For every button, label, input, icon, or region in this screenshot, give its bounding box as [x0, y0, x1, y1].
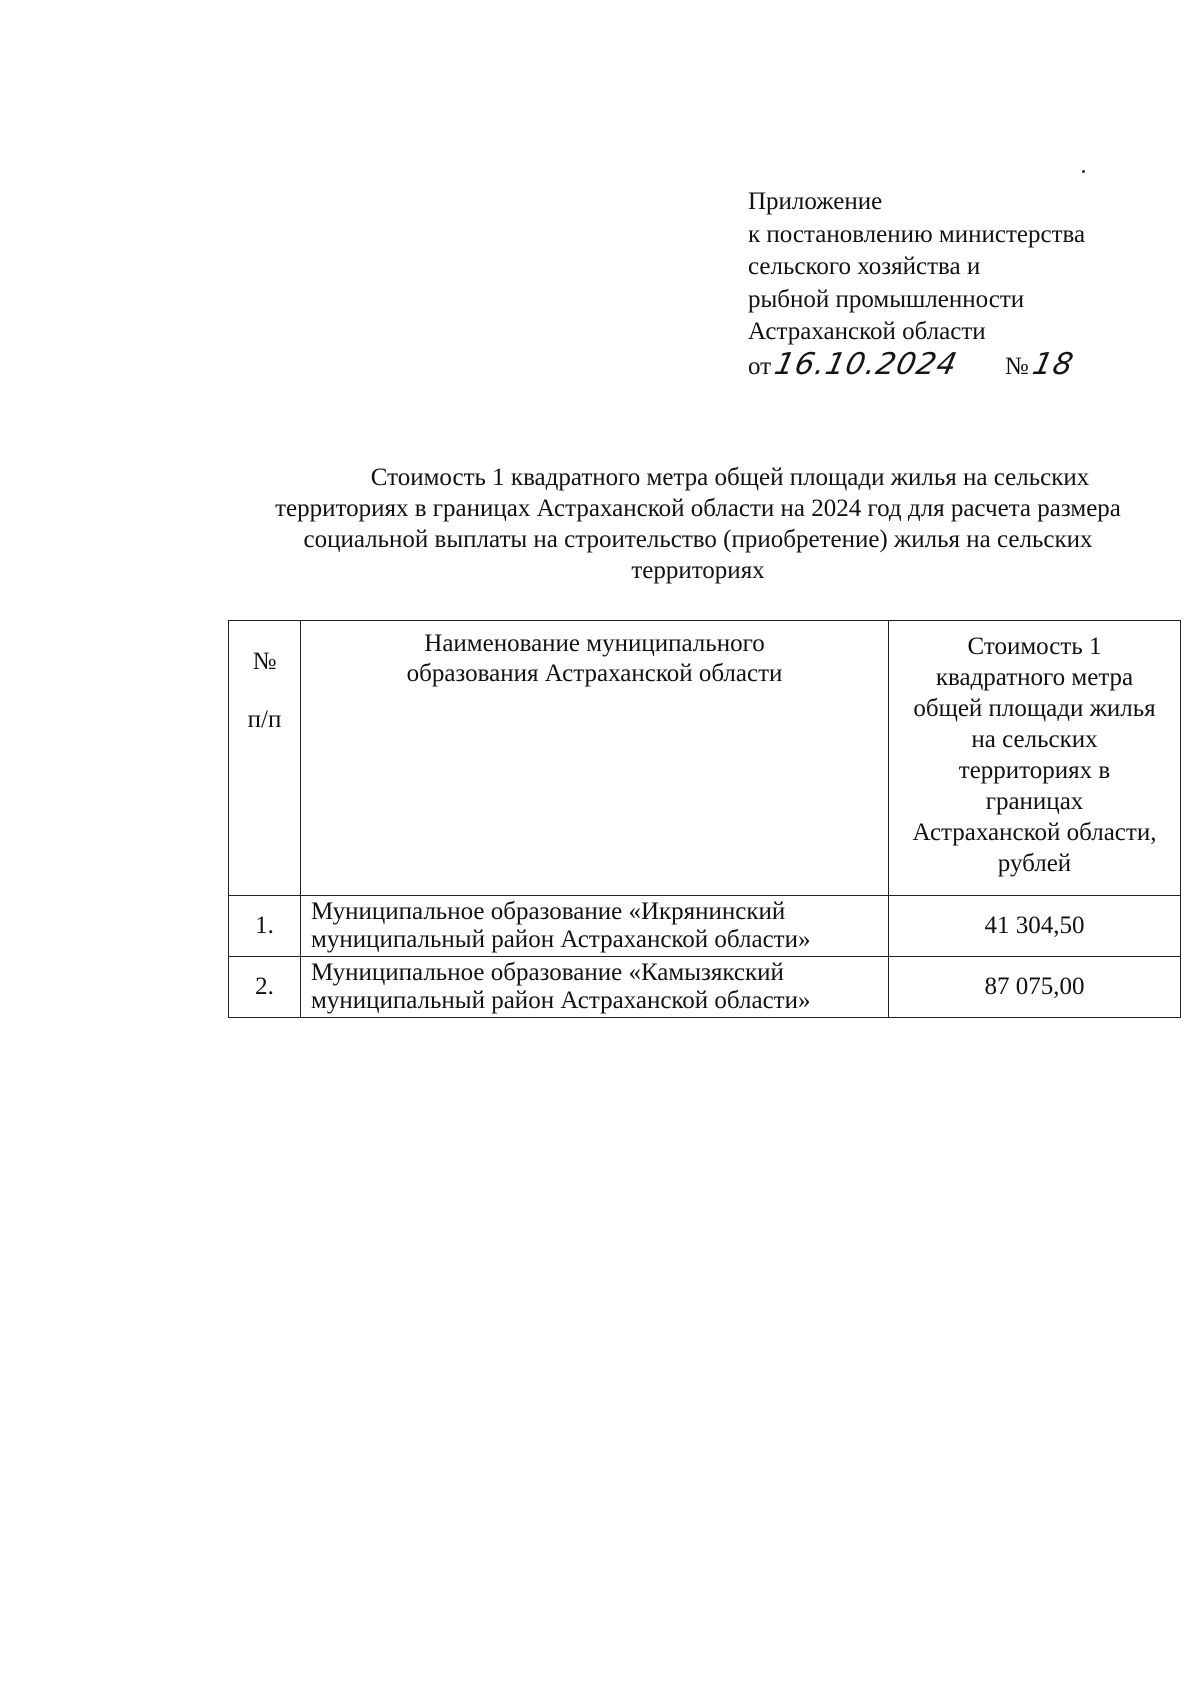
row-index: 2. — [229, 957, 301, 1018]
cost-table-wrapper — [228, 620, 1180, 1018]
row-name-line: Муниципальное образование «Икрянинский — [311, 898, 786, 925]
appendix-date-line — [748, 346, 1148, 384]
header-cost-line: границах — [985, 788, 1084, 815]
header-cost-line: общей площади жилья — [913, 695, 1156, 722]
title-line: территориях — [631, 557, 765, 584]
row-cost: 41 304,50 — [889, 896, 1181, 957]
date-prefix: от — [748, 352, 772, 380]
header-municipality — [301, 621, 889, 896]
header-cost-line: на сельских — [971, 726, 1098, 753]
cost-table — [228, 620, 1181, 1018]
handwritten-date: 16.10.2024 — [771, 346, 961, 382]
appendix-line: к постановлению министерства — [748, 220, 1086, 248]
title-line: Стоимость 1 квадратного метра общей площади жилья на сельских — [370, 464, 1090, 491]
header-pp: п/п — [247, 706, 282, 733]
row-cost: 87 075,00 — [889, 957, 1181, 1018]
row-municipality — [301, 896, 889, 957]
appendix-line: Астраханской области — [748, 318, 986, 345]
header-cost — [889, 621, 1181, 896]
header-number — [229, 621, 301, 896]
appendix-line: сельского хозяйства и — [748, 253, 981, 280]
title-line: территориях в границах Астраханской области на 2024 год для расчета размера — [275, 495, 1121, 522]
header-name-line: Наименование муниципального — [424, 630, 765, 657]
appendix-block — [748, 186, 1148, 383]
table-row — [229, 957, 1181, 1018]
row-index: 1. — [229, 896, 301, 957]
row-name-line: Муниципальное образование «Камызякский — [311, 959, 784, 986]
number-label: № — [1004, 352, 1029, 380]
appendix-line: Приложение — [748, 188, 883, 215]
header-cost-line: Стоимость 1 — [967, 633, 1102, 660]
header-cost-line: рублей — [997, 850, 1072, 877]
handwritten-number: 18 — [1029, 346, 1077, 382]
row-municipality — [301, 957, 889, 1018]
header-number-sign: № — [252, 648, 277, 675]
table-header-row — [229, 621, 1181, 896]
appendix-line: рыбной промышленности — [748, 285, 1025, 313]
scan-speck — [1082, 170, 1085, 173]
header-name-line: образования Астраханской области — [406, 660, 783, 687]
table-row — [229, 896, 1181, 957]
row-name-line: муниципальный район Астраханской области» — [311, 987, 811, 1014]
title-line: социальной выплаты на строительство (приобретение) жилья на сельских — [303, 526, 1093, 553]
header-cost-line: Астраханской области, — [912, 819, 1157, 846]
header-cost-line: территориях в — [958, 757, 1111, 784]
header-cost-line: квадратного метра — [935, 664, 1134, 691]
row-name-line: муниципальный район Астраханской области» — [311, 926, 811, 953]
document-title — [228, 462, 1168, 586]
